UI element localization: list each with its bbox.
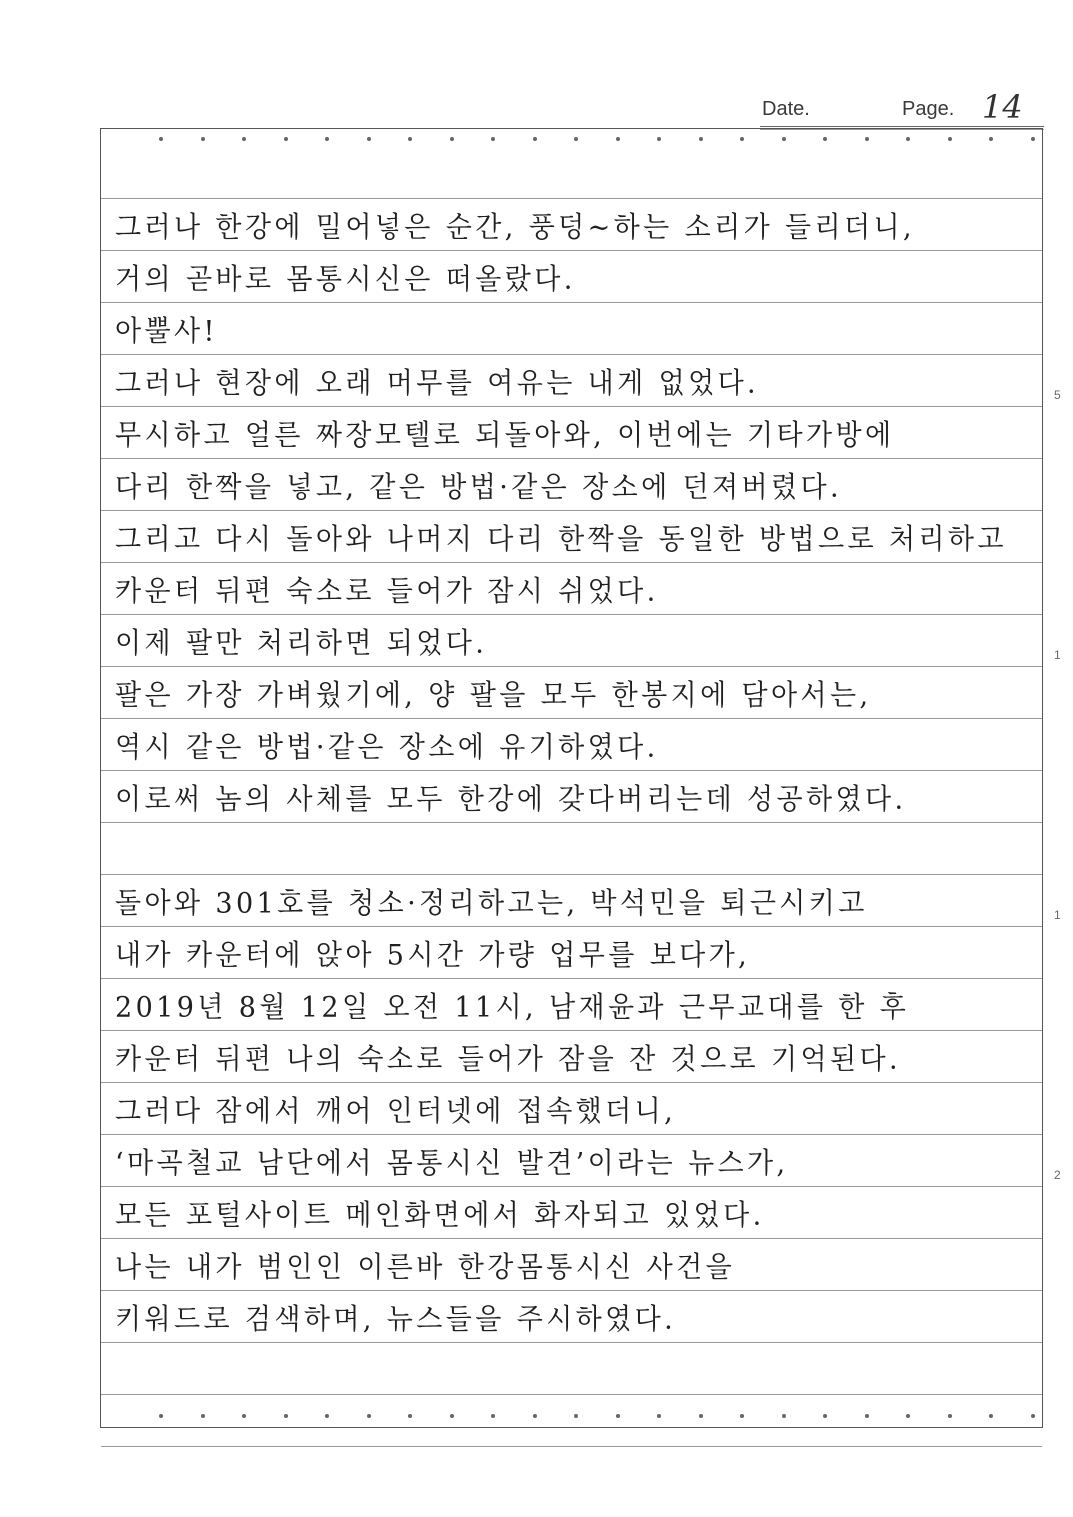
guide-dot xyxy=(1031,137,1035,141)
guide-dot xyxy=(408,1414,412,1418)
handwritten-line-text: 이제 팔만 처리하면 되었다. xyxy=(115,627,488,660)
guide-dot xyxy=(865,1414,869,1418)
guide-dot xyxy=(284,1414,288,1418)
ruled-line xyxy=(101,1239,1042,1291)
ruled-line xyxy=(101,147,1042,199)
guide-dot xyxy=(657,137,661,141)
guide-dot xyxy=(367,1414,371,1418)
handwritten-line-text: 다리 한짝을 넣고, 같은 방법·같은 장소에 던져버렸다. xyxy=(115,471,842,504)
guide-dot xyxy=(325,1414,329,1418)
ruled-line xyxy=(101,667,1042,719)
guide-dot xyxy=(948,137,952,141)
guide-dot xyxy=(533,1414,537,1418)
guide-dot xyxy=(284,137,288,141)
handwritten-line-text: 모든 포털사이트 메인화면에서 화자되고 있었다. xyxy=(115,1199,765,1232)
handwritten-line-text: 무시하고 얼른 짜장모텔로 되돌아와, 이번에는 기타가방에 xyxy=(115,419,895,452)
handwritten-line-text: ‘마곡철교 남단에서 몸통시신 발견’이라는 뉴스가, xyxy=(115,1147,789,1180)
margin-mark: 1 xyxy=(1054,908,1061,922)
guide-dot xyxy=(616,137,620,141)
guide-dot xyxy=(782,1414,786,1418)
margin-mark: 2 xyxy=(1054,1168,1061,1182)
guide-dot xyxy=(491,137,495,141)
guide-dot xyxy=(533,137,537,141)
ruled-line xyxy=(101,407,1042,459)
handwritten-line-text: 내가 카운터에 앉아 5시간 가량 업무를 보다가, xyxy=(115,939,751,972)
ruled-line xyxy=(101,511,1042,563)
guide-dot xyxy=(201,1414,205,1418)
ruled-line xyxy=(101,875,1042,927)
ruled-line xyxy=(101,355,1042,407)
handwritten-line-text: 2019년 8월 12일 오전 11시, 남재윤과 근무교대를 한 후 xyxy=(115,991,910,1024)
ruled-line xyxy=(101,1343,1042,1395)
guide-dot xyxy=(865,137,869,141)
ruled-line xyxy=(101,199,1042,251)
guide-dot xyxy=(657,1414,661,1418)
guide-dot xyxy=(574,1414,578,1418)
date-label: Date. xyxy=(762,98,810,120)
handwritten-line-text: 그러나 현장에 오래 머무를 여유는 내게 없었다. xyxy=(115,367,760,400)
guide-dot xyxy=(823,137,827,141)
margin-mark: 1 xyxy=(1054,648,1061,662)
guide-dot xyxy=(159,1414,163,1418)
guide-dot xyxy=(159,137,163,141)
guide-dot xyxy=(201,137,205,141)
guide-dot xyxy=(574,137,578,141)
guide-dot xyxy=(408,137,412,141)
handwritten-line-text: 아뿔사! xyxy=(115,315,218,348)
ruled-line xyxy=(101,927,1042,979)
ruled-line xyxy=(101,1083,1042,1135)
page-header xyxy=(760,90,1044,126)
ruled-line xyxy=(101,979,1042,1031)
guide-dot xyxy=(948,1414,952,1418)
ruled-line xyxy=(101,1135,1042,1187)
handwritten-line-text: 거의 곧바로 몸통시신은 떠올랐다. xyxy=(115,263,576,296)
handwritten-line-text: 팔은 가장 가벼웠기에, 양 팔을 모두 한봉지에 담아서는, xyxy=(115,679,872,712)
guide-dot xyxy=(325,137,329,141)
guide-dot xyxy=(616,1414,620,1418)
ruled-line xyxy=(101,251,1042,303)
guide-dot xyxy=(823,1414,827,1418)
guide-dot xyxy=(989,1414,993,1418)
margin-mark: 5 xyxy=(1054,388,1061,402)
guide-dot xyxy=(740,137,744,141)
guide-dot xyxy=(699,1414,703,1418)
handwritten-line-text: 키워드로 검색하며, 뉴스들을 주시하였다. xyxy=(115,1303,677,1336)
ruled-line xyxy=(101,615,1042,667)
guide-dot xyxy=(491,1414,495,1418)
ruled-line xyxy=(101,1187,1042,1239)
handwritten-line-text: 카운터 뒤편 숙소로 들어가 잠시 쉬었다. xyxy=(115,575,659,608)
ruled-line xyxy=(101,771,1042,823)
ruled-line xyxy=(101,719,1042,771)
handwritten-line-text: 그러나 한강에 밀어넣은 순간, 풍덩~하는 소리가 들리더니, xyxy=(115,211,915,244)
ruled-line xyxy=(101,303,1042,355)
header-rule xyxy=(760,126,1044,127)
guide-dot xyxy=(699,137,703,141)
ruled-line xyxy=(101,1291,1042,1343)
page-number: 14 xyxy=(982,88,1023,126)
handwritten-line-text: 이로써 놈의 사체를 모두 한강에 갖다버리는데 성공하였다. xyxy=(115,783,907,816)
handwritten-line-text: 나는 내가 범인인 이른바 한강몸통시신 사건을 xyxy=(115,1251,736,1284)
guide-dot xyxy=(242,1414,246,1418)
page-label: Page. xyxy=(902,98,955,120)
guide-dot xyxy=(906,1414,910,1418)
guide-dot xyxy=(450,1414,454,1418)
bottom-dot-row xyxy=(101,1414,1042,1422)
ruled-line xyxy=(101,1031,1042,1083)
guide-dot xyxy=(242,137,246,141)
notebook-paper xyxy=(100,128,1043,1428)
guide-dot xyxy=(1031,1414,1035,1418)
top-dot-row xyxy=(101,137,1042,145)
guide-dot xyxy=(989,137,993,141)
ruled-line xyxy=(101,823,1042,875)
guide-dot xyxy=(450,137,454,141)
guide-dot xyxy=(906,137,910,141)
ruled-line xyxy=(101,459,1042,511)
ruled-line xyxy=(101,563,1042,615)
guide-dot xyxy=(782,137,786,141)
handwritten-line-text: 그러다 잠에서 깨어 인터넷에 접속했더니, xyxy=(115,1095,677,1128)
guide-dot xyxy=(367,137,371,141)
handwritten-line-text: 돌아와 301호를 청소·정리하고는, 박석민을 퇴근시키고 xyxy=(115,887,868,920)
handwritten-line-text: 역시 같은 방법·같은 장소에 유기하였다. xyxy=(115,731,659,764)
handwritten-line-text: 그리고 다시 돌아와 나머지 다리 한짝을 동일한 방법으로 처리하고 xyxy=(115,523,1007,556)
guide-dot xyxy=(740,1414,744,1418)
handwritten-line-text: 카운터 뒤편 나의 숙소로 들어가 잠을 잔 것으로 기억된다. xyxy=(115,1043,901,1076)
